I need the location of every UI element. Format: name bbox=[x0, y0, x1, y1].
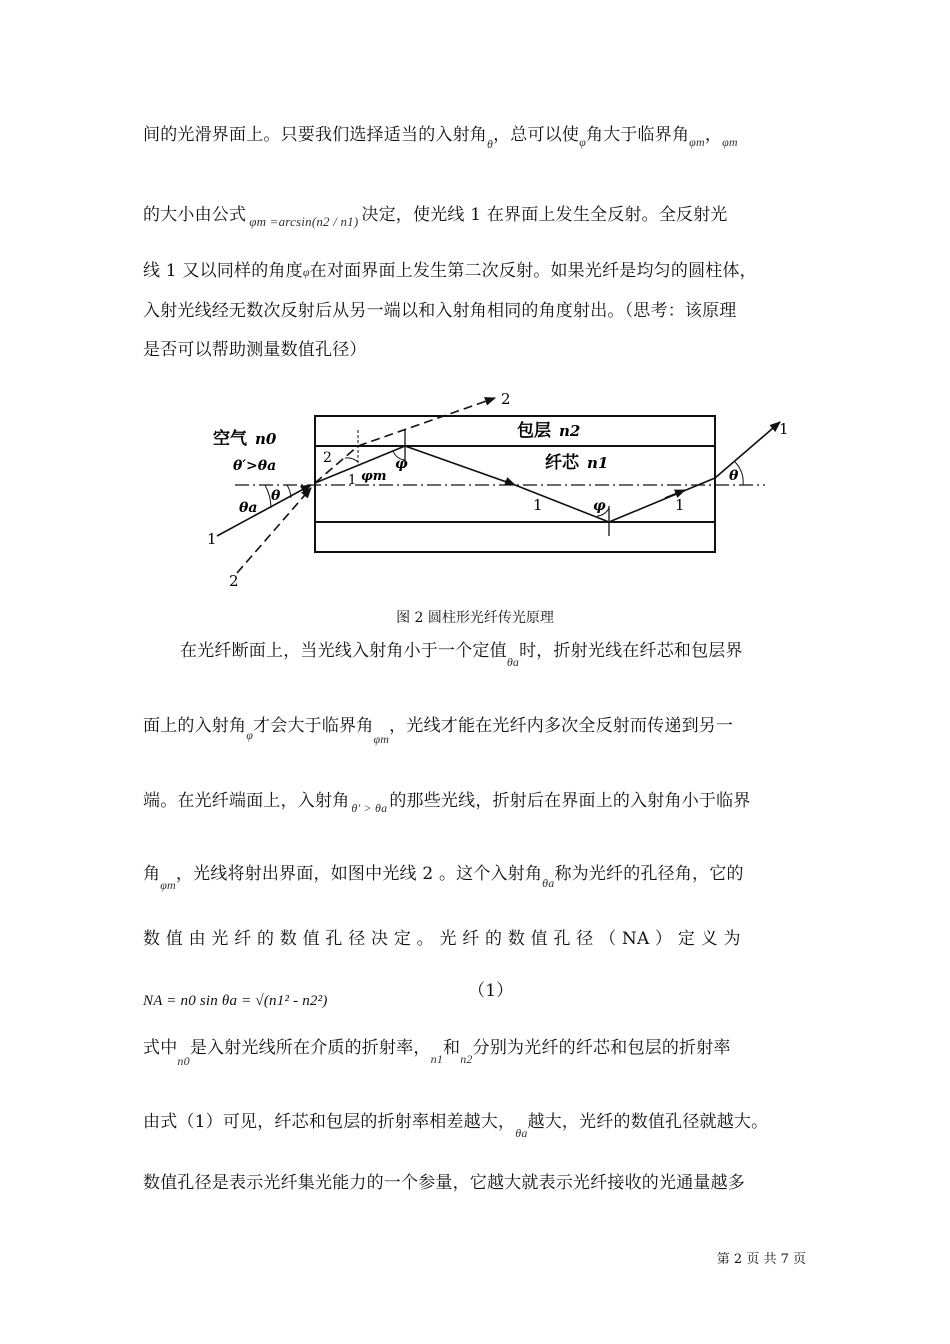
math-symbol: φm bbox=[373, 732, 390, 746]
label-ray-2-core: 2 bbox=[323, 450, 332, 466]
math-symbol: n2 bbox=[460, 1052, 473, 1066]
text: 在光纤断面上，当光线入射角小于一个定值 bbox=[180, 641, 507, 661]
text: 越大，光纤的数值孔径就越大。 bbox=[527, 1112, 769, 1132]
text: 的大小由公式 bbox=[143, 205, 247, 225]
ray-1-incident bbox=[217, 485, 311, 536]
text-line: 是否可以帮助测量数值孔径） bbox=[143, 340, 367, 360]
text: 式中 bbox=[143, 1038, 178, 1058]
text-line bbox=[143, 715, 733, 750]
label-phi-bottom: φ bbox=[593, 498, 606, 514]
text: 角 bbox=[143, 864, 161, 884]
label-theta-prime: θ′>θa bbox=[233, 458, 277, 474]
math-symbol: θa bbox=[506, 655, 520, 669]
formula: φm =arcsin(n2 / n1) bbox=[249, 214, 359, 229]
text: 是入射光线所在介质的折射率， bbox=[189, 1038, 431, 1058]
label-ray-1-mid: 1 bbox=[533, 496, 543, 514]
label-phi-top: φ bbox=[395, 456, 408, 472]
math-symbol: θa bbox=[515, 1126, 528, 1140]
text-line bbox=[143, 1037, 731, 1072]
text: ， bbox=[704, 125, 723, 145]
math-symbol: φ bbox=[246, 728, 254, 742]
text: 决定，使光线 1 在界面上发生全反射。全反射光 bbox=[361, 205, 728, 225]
math-symbol: φ bbox=[579, 135, 586, 149]
ray-1-path bbox=[315, 446, 515, 485]
equation-number: （1） bbox=[468, 981, 514, 1001]
math-symbol: n0 bbox=[177, 1054, 190, 1068]
text: 在对面界面上发生第二次反射。如果光纤是均匀的圆柱体， bbox=[309, 261, 757, 281]
math-symbol: n1 bbox=[430, 1052, 444, 1066]
text-line: 数 值 由 光 纤 的 数 值 孔 径 决 定 。 光 纤 的 数 值 孔 径 （ NA ） 定 义 为 bbox=[143, 929, 741, 949]
math-symbol: φm bbox=[689, 135, 705, 149]
label-cladding: 包层 bbox=[517, 421, 551, 441]
math-symbol: φm bbox=[722, 135, 738, 149]
equation-formula: NA = n0 sin θa = √(n1² - n2²) bbox=[143, 993, 328, 1009]
equation bbox=[143, 989, 328, 1012]
label-ray-1-right: 1 bbox=[675, 496, 685, 514]
label-n1: n1 bbox=[587, 454, 609, 472]
text: ，光线将射出界面，如图中光线 2 。这个入射角 bbox=[175, 864, 543, 884]
text: 间的光滑界面上。只要我们选择适当的入射角 bbox=[143, 125, 487, 145]
label-theta-exit: θ bbox=[729, 468, 739, 484]
label-theta-incident: θ bbox=[271, 488, 281, 504]
figure-caption: 图 2 圆柱形光纤传光原理 bbox=[396, 610, 554, 626]
label-n0: n0 bbox=[255, 430, 277, 448]
ray-2-exit bbox=[358, 398, 495, 446]
label-n2: n2 bbox=[559, 422, 581, 440]
label-ray-2-exit: 2 bbox=[501, 390, 511, 408]
label-ray-1-core: 1 bbox=[348, 473, 357, 488]
text-line: 数值孔径是表示光纤集光能力的一个参量，它越大就表示光纤接收的光通量越多 bbox=[143, 1173, 745, 1193]
text: 分别为光纤的纤芯和包层的折射率 bbox=[472, 1038, 731, 1058]
text: 角大于临界角 bbox=[585, 125, 690, 145]
label-theta-a: θa bbox=[239, 500, 258, 516]
label-air: 空气 bbox=[213, 429, 247, 449]
text-line bbox=[180, 640, 743, 673]
angle-arc bbox=[345, 458, 358, 462]
text: 面上的入射角 bbox=[143, 716, 247, 736]
text: 和 bbox=[443, 1038, 461, 1058]
text-line: 入射光线经无数次反射后从另一端以和入射角相同的角度射出。（思考：该原理 bbox=[143, 301, 737, 321]
math-condition: θ′ > θa bbox=[351, 801, 388, 815]
text: 由式（1）可见，纤芯和包层的折射率相差越大， bbox=[143, 1112, 516, 1132]
page-footer: 第 2 页 共 7 页 bbox=[716, 1252, 806, 1267]
text: 才会大于临界角 bbox=[253, 716, 374, 736]
text-line bbox=[143, 863, 744, 896]
math-symbol: θ bbox=[487, 137, 494, 151]
fiber-outer bbox=[315, 416, 715, 552]
text-line bbox=[143, 204, 728, 233]
text: 线 1 又以同样的角度 bbox=[143, 261, 303, 281]
text-line bbox=[143, 124, 738, 155]
math-symbol: φ bbox=[302, 265, 310, 279]
text-line bbox=[143, 1111, 768, 1144]
text: 称为光纤的孔径角，它的 bbox=[554, 864, 744, 884]
fiber-diagram bbox=[195, 388, 789, 593]
text: 时，折射光线在纤芯和包层界 bbox=[519, 641, 743, 661]
label-core: 纤芯 bbox=[545, 453, 579, 473]
label-ray-1-exit: 1 bbox=[779, 420, 789, 438]
text-line bbox=[143, 790, 751, 819]
math-symbol: θa bbox=[542, 876, 555, 890]
label-ray-1: 1 bbox=[207, 530, 217, 548]
text: ，光线才能在光纤内多次全反射而传递到另一 bbox=[389, 716, 734, 736]
label-ray-2: 2 bbox=[229, 572, 239, 590]
label-phi-m: φm bbox=[361, 469, 387, 484]
math-symbol: φm bbox=[160, 878, 176, 892]
text: 端。在光纤端面上，入射角 bbox=[143, 791, 350, 811]
text: ，总可以使 bbox=[493, 125, 580, 145]
ray-1-exit bbox=[715, 422, 780, 478]
text-line bbox=[143, 260, 757, 283]
text: 的那些光线，折射后在界面上的入射角小于临界 bbox=[389, 791, 751, 811]
